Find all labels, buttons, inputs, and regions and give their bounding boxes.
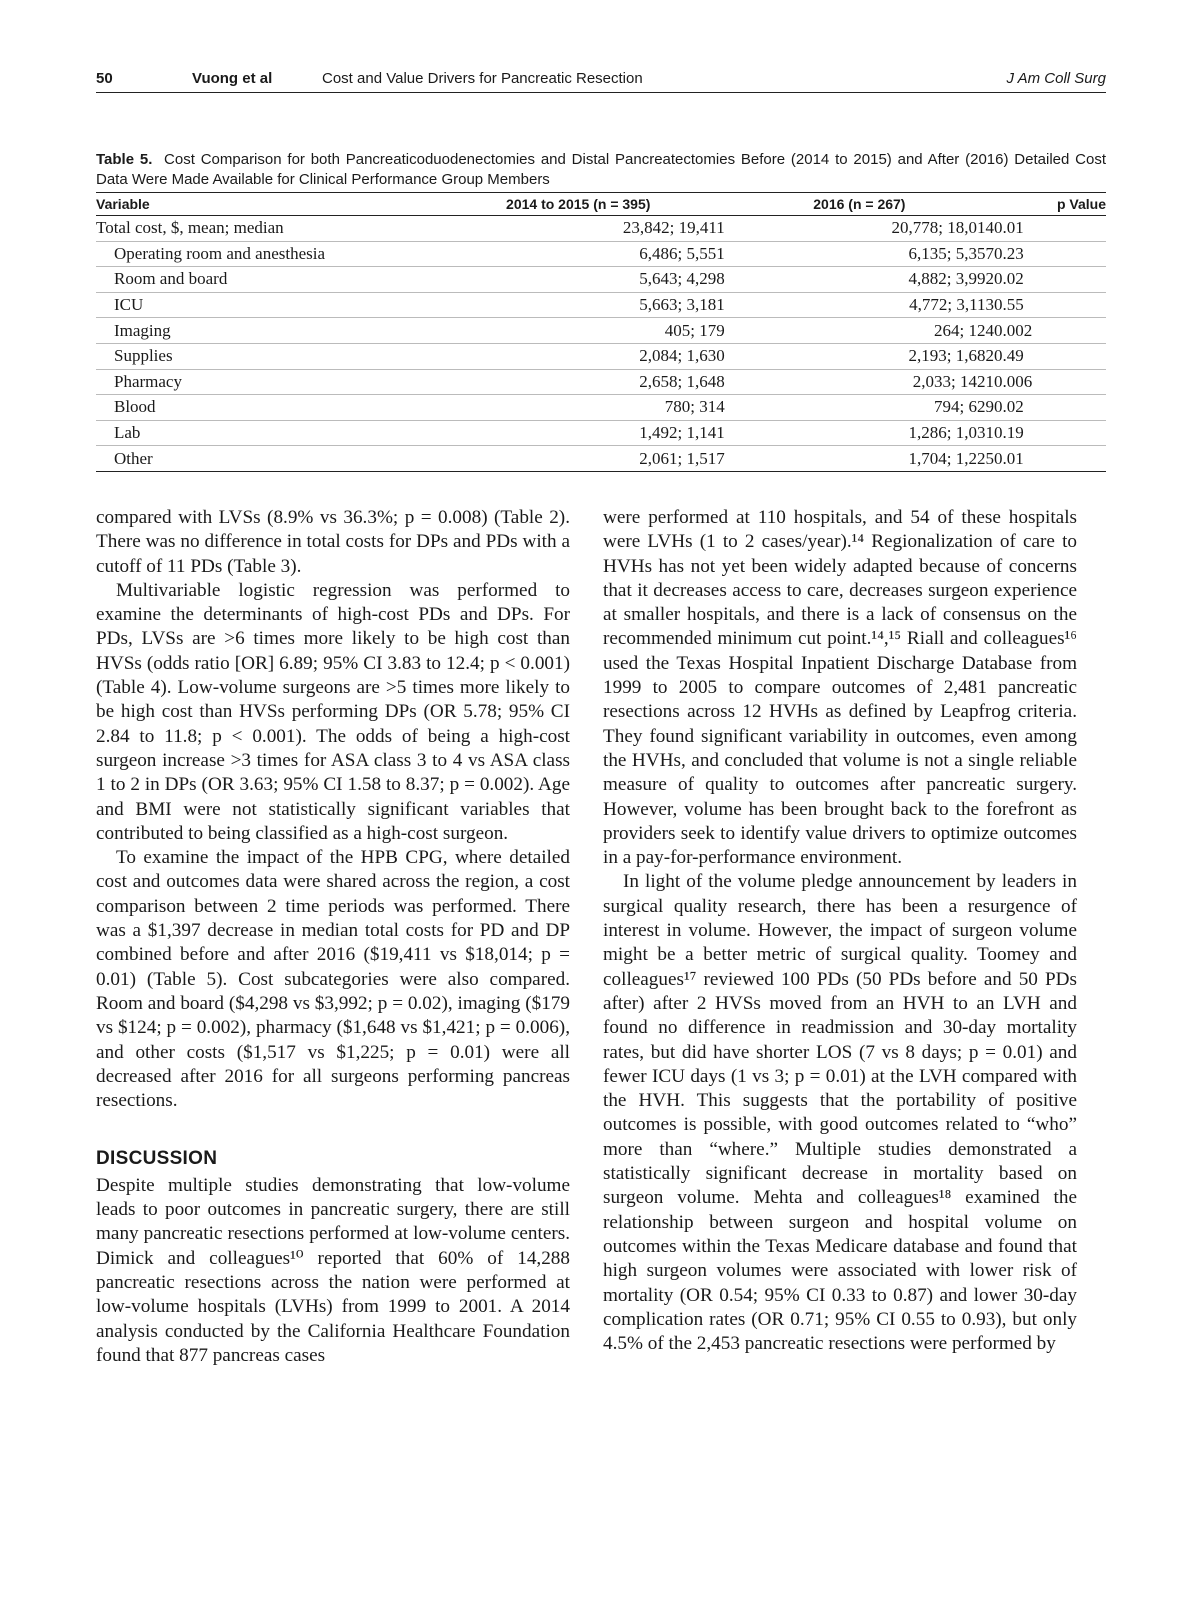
cell-before bbox=[432, 369, 725, 395]
cell-variable bbox=[96, 446, 432, 472]
header-after: 2016 (n = 267) bbox=[725, 193, 994, 216]
cell-p-value-text: 0.006 bbox=[994, 371, 1033, 391]
cell-variable bbox=[96, 292, 432, 318]
table-row bbox=[96, 420, 1106, 446]
cell-after-text: 2,193; 1,682 bbox=[908, 346, 994, 366]
cell-after bbox=[725, 241, 994, 267]
discussion-heading: DISCUSSION bbox=[96, 1148, 218, 1170]
cell-p-value bbox=[994, 343, 1106, 369]
cell-after bbox=[725, 318, 994, 344]
cell-after bbox=[725, 369, 994, 395]
cell-variable-text: Lab bbox=[114, 423, 141, 443]
cell-after-text: 264; 124 bbox=[934, 320, 994, 340]
cell-before-text: 5,663; 3,181 bbox=[639, 295, 725, 315]
body-paragraph: compared with LVSs (8.9% vs 36.3%; p = 0.008) (Table 2). There was no difference in total costs for DPs and PDs with a cutoff of 11 PDs (Table 3). bbox=[96, 507, 570, 577]
cell-p-value bbox=[994, 369, 1106, 395]
cell-before bbox=[432, 267, 725, 293]
cell-p-value-text: 0.01 bbox=[994, 218, 1024, 238]
cell-p-value-text: 0.49 bbox=[994, 346, 1024, 366]
cell-after-text: 20,778; 18,014 bbox=[891, 218, 994, 238]
cell-p-value bbox=[994, 267, 1106, 293]
cell-before-text: 6,486; 5,551 bbox=[639, 243, 725, 263]
table-row bbox=[96, 446, 1106, 472]
cell-before bbox=[432, 446, 725, 472]
cell-p-value-text: 0.02 bbox=[994, 397, 1024, 417]
table-caption-text: Cost Comparison for both Pancreaticoduodenectomies and Distal Pancreatectomies Before (2014 to 2015) and After (2016) Detailed Cost Data Were Made Available for Clinical Performance Group Members bbox=[96, 151, 1106, 188]
cell-after bbox=[725, 446, 994, 472]
cell-variable-text: Pharmacy bbox=[114, 371, 182, 391]
cell-after bbox=[725, 292, 994, 318]
table-row bbox=[96, 369, 1106, 395]
cell-before-text: 1,492; 1,141 bbox=[639, 423, 725, 443]
cell-before bbox=[432, 343, 725, 369]
cost-comparison-table bbox=[96, 192, 1106, 472]
cell-variable-text: Room and board bbox=[114, 269, 228, 289]
header-before: 2014 to 2015 (n = 395) bbox=[432, 193, 725, 216]
cell-variable bbox=[96, 420, 432, 446]
cell-before-text: 2,061; 1,517 bbox=[639, 448, 725, 468]
table-label: Table 5. bbox=[96, 151, 153, 168]
table-row bbox=[96, 318, 1106, 344]
cell-after-text: 6,135; 5,357 bbox=[908, 243, 994, 263]
cell-variable bbox=[96, 241, 432, 267]
cell-variable-text: Supplies bbox=[114, 346, 173, 366]
cell-p-value-text: 0.002 bbox=[994, 320, 1033, 340]
running-head-authors: Vuong et al bbox=[192, 70, 273, 87]
cell-p-value-text: 0.02 bbox=[994, 269, 1024, 289]
cell-p-value bbox=[994, 241, 1106, 267]
cell-after bbox=[725, 216, 994, 242]
cell-variable bbox=[96, 216, 432, 242]
cell-variable-text: Operating room and anesthesia bbox=[114, 243, 326, 263]
running-head-journal: J Am Coll Surg bbox=[1006, 70, 1106, 87]
body-paragraph: were performed at 110 hospitals, and 54 of these hospitals were LVHs (1 to 2 cases/year).¹⁴ Regionalization of care to HVHs has not yet been widely adapted because of concerns that it decreases access to care, decreases surgeon experience at smaller hospitals, and there is a lack of consensus on the recommended minimum cut point.¹⁴,¹⁵ Riall and colleagues¹⁶ used the Texas Hospital Inpatient Discharge Database from 1999 to 2005 to compare outcomes of 2,481 pancreatic resections across 12 HVHs as defined by Leapfrog criteria. They found significant variability in outcomes, even among the HVHs, and concluded that volume is not a single reliable measure of quality to outcomes after pancreatic surgery. However, volume has been brought back to the forefront as providers seek to identify value drivers to optimize outcomes in a pay-for-performance environment. bbox=[603, 507, 1077, 869]
cell-before-text: 5,643; 4,298 bbox=[639, 269, 725, 289]
cell-p-value-text: 0.55 bbox=[994, 295, 1024, 315]
body-paragraph: Despite multiple studies demonstrating that low-volume leads to poor outcomes in pancreatic surgery, there are still many pancreatic resections performed at low-volume centers. Dimick and colleagues¹⁰ reported that 60% of 14,288 pancreatic resections across the nation were performed at low-volume hospitals (LVHs) from 1999 to 2001. A 2014 analysis conducted by the California Healthcare Foundation found that 877 pancreas cases bbox=[96, 1174, 570, 1366]
body-paragraph: To examine the impact of the HPB CPG, where detailed cost and outcomes data were shared across the region, a cost comparison between 2 time periods was performed. There was a $1,397 decrease in median total costs for PD and DP combined before and after 2016 ($19,411 vs $18,014; p = 0.01) (Table 5). Cost subcategories were also compared. Room and board ($4,298 vs $3,992; p = 0.02), imaging ($179 vs $124; p = 0.002), pharmacy ($1,648 vs $1,421; p = 0.006), and other costs ($1,517 vs $1,225; p = 0.01) were all decreased after 2016 for all surgeons performing pancreas resections. bbox=[96, 847, 570, 1112]
cell-variable bbox=[96, 369, 432, 395]
table-row bbox=[96, 216, 1106, 242]
cell-after-text: 4,772; 3,113 bbox=[909, 295, 994, 315]
cell-after-text: 4,882; 3,992 bbox=[908, 269, 994, 289]
cell-before bbox=[432, 395, 725, 421]
header-variable: Variable bbox=[96, 193, 432, 216]
cell-variable-text: Total cost, $, mean; median bbox=[96, 218, 284, 238]
cell-variable bbox=[96, 267, 432, 293]
table-row bbox=[96, 292, 1106, 318]
cell-variable bbox=[96, 318, 432, 344]
body-paragraph: In light of the volume pledge announcement by leaders in surgical quality research, there has been a resurgence of interest in volume. However, the impact of surgeon volume might be a better metric of surgical quality. Toomey and colleagues¹⁷ reviewed 100 PDs (50 PDs before and 50 PDs after) after 2 HVSs moved from an HVH to an LVH and found no difference in readmission and 30-day mortality rates, but did have shorter LOS (7 vs 8 days; p = 0.01) and fewer ICU days (1 vs 3; p = 0.01) at the LVH compared with the HVH. This suggests that the portability of positive outcomes is possible, with good outcomes related to “who” more than “where.” Multiple studies demonstrated a statistically significant decrease in mortality based on surgeon volume. Mehta and colleagues¹⁸ examined the relationship between surgeon and hospital volume on outcomes within the Texas Medicare database and found that high surgeon volumes were associated with lower risk of mortality (OR 0.54; 95% CI 0.33 to 0.87) and lower 30-day complication rates (OR 0.71; 95% CI 0.55 to 0.93), but only 4.5% of the 2,453 pancreatic resections were performed by bbox=[603, 871, 1077, 1355]
header-p-value: p Value bbox=[994, 193, 1106, 216]
cell-after-text: 2,033; 1421 bbox=[912, 371, 994, 391]
right-column bbox=[603, 506, 1077, 1356]
cell-before-text: 405; 179 bbox=[664, 320, 725, 340]
cell-before bbox=[432, 292, 725, 318]
cell-before bbox=[432, 420, 725, 446]
cell-variable-text: ICU bbox=[114, 295, 144, 315]
table-row bbox=[96, 241, 1106, 267]
running-head bbox=[96, 68, 1106, 93]
left-column bbox=[96, 506, 570, 1368]
cell-after bbox=[725, 420, 994, 446]
cell-before-text: 2,084; 1,630 bbox=[639, 346, 725, 366]
cell-p-value-text: 0.23 bbox=[994, 243, 1024, 263]
running-head-title: Cost and Value Drivers for Pancreatic Resection bbox=[322, 70, 643, 87]
cell-after bbox=[725, 395, 994, 421]
cell-variable bbox=[96, 395, 432, 421]
body-paragraph: Multivariable logistic regression was performed to examine the determinants of high-cost PDs and DPs. For PDs, LVSs are >6 times more likely to be high cost than HVSs (odds ratio [OR] 6.89; 95% CI 3.83 to 12.4; p < 0.001) (Table 4). Low-volume surgeons are >5 times more likely to be high cost than HVSs performing DPs (OR 5.78; 95% CI 2.84 to 11.8; p < 0.001). The odds of being a high-cost surgeon increase >3 times for ASA class 3 to 4 vs ASA class 1 to 2 in DPs (OR 3.63; 95% CI 1.58 to 8.37; p = 0.002). Age and BMI were not statistically significant variables that contributed to being classified as a high-cost surgeon. bbox=[96, 579, 570, 844]
cell-p-value bbox=[994, 318, 1106, 344]
table-header-row bbox=[96, 193, 1106, 216]
cell-after bbox=[725, 343, 994, 369]
cell-variable-text: Imaging bbox=[114, 320, 171, 340]
cell-variable-text: Other bbox=[114, 448, 153, 468]
cell-after-text: 1,286; 1,031 bbox=[908, 423, 994, 443]
cell-before bbox=[432, 241, 725, 267]
cell-p-value bbox=[994, 216, 1106, 242]
cell-before bbox=[432, 216, 725, 242]
cell-before-text: 780; 314 bbox=[664, 397, 725, 417]
table-row bbox=[96, 343, 1106, 369]
cell-variable bbox=[96, 343, 432, 369]
cell-after bbox=[725, 267, 994, 293]
table-caption bbox=[96, 150, 1106, 190]
cell-before bbox=[432, 318, 725, 344]
table-body bbox=[96, 216, 1106, 472]
cell-variable-text: Blood bbox=[114, 397, 156, 417]
cell-before-text: 23,842; 19,411 bbox=[622, 218, 725, 238]
cell-p-value bbox=[994, 395, 1106, 421]
cell-p-value-text: 0.01 bbox=[994, 448, 1024, 468]
cell-p-value bbox=[994, 292, 1106, 318]
table-row bbox=[96, 267, 1106, 293]
cell-p-value bbox=[994, 446, 1106, 472]
cell-p-value-text: 0.19 bbox=[994, 423, 1024, 443]
cell-after-text: 794; 629 bbox=[934, 397, 994, 417]
cell-after-text: 1,704; 1,225 bbox=[908, 448, 994, 468]
page-number: 50 bbox=[96, 70, 113, 87]
cell-before-text: 2,658; 1,648 bbox=[639, 371, 725, 391]
table-row bbox=[96, 395, 1106, 421]
cell-p-value bbox=[994, 420, 1106, 446]
